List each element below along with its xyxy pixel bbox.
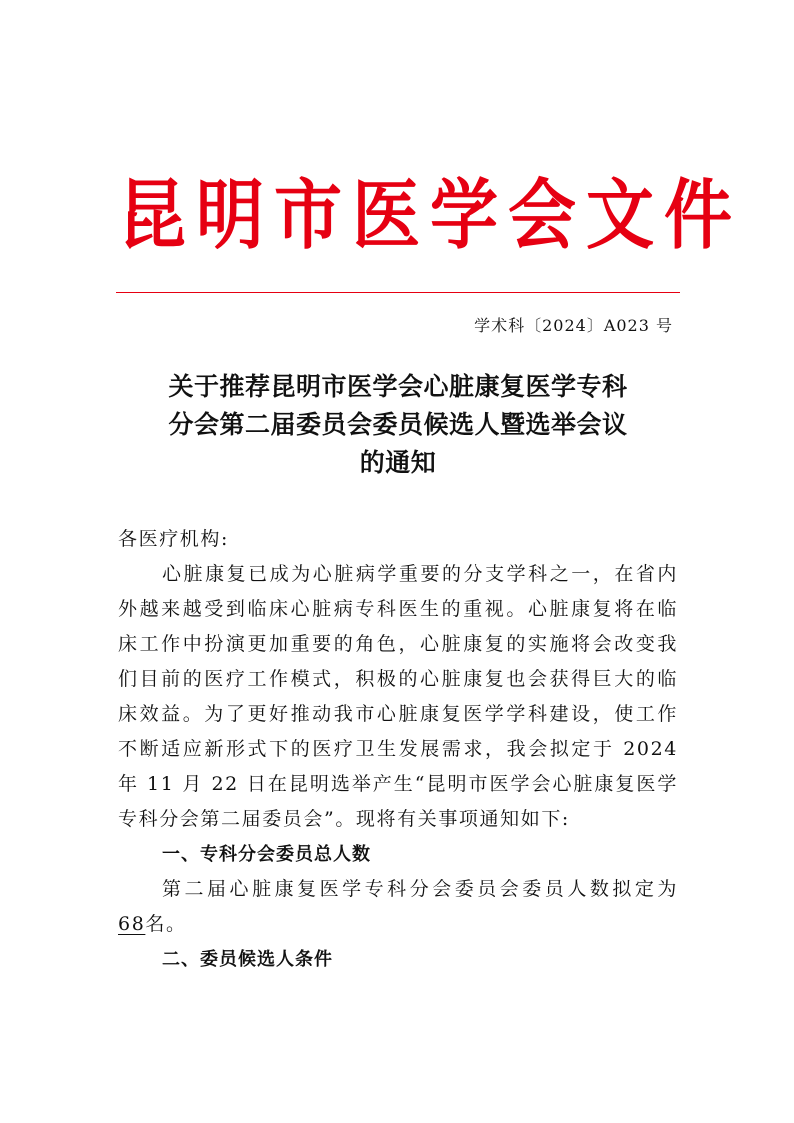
paragraph-line: 们目前的医疗工作模式，积极的心脏康复也会获得巨大的临 [118,668,678,690]
paragraph-line: 床效益。为了更好推动我市心脏康复医学学科建设，使工作 [118,703,678,725]
notice-body [118,522,678,977]
salutation: 各医疗机构: [118,528,230,550]
paragraph-line: 不断适应新形式下的医疗卫生发展需求，我会拟定于 2024 [118,738,678,760]
title-line: 关于推荐昆明市医学会心脏康复医学专科 [168,372,628,401]
paragraph-line: 外越来越受到临床心脏病专科医生的重视。心脏康复将在临 [118,598,678,620]
notice-title [118,368,678,482]
committee-count: 68 [118,913,146,935]
section-heading-1: 一、专科分会委员总人数 [162,844,371,865]
count-suffix: 名。 [145,913,187,935]
masthead-title: 昆明市医学会文件 [118,172,743,261]
title-line: 分会第二届委员会委员候选人暨选举会议 [168,410,628,439]
title-line: 的通知 [359,448,437,477]
red-divider-line [116,292,680,293]
committee-count-line [118,907,678,942]
paragraph-line: 年 11 月 22 日在昆明选举产生“昆明市医学会心脏康复医学 [118,773,678,795]
paragraph-line: 心脏康复已成为心脏病学重要的分支学科之一，在省内 [162,563,678,585]
paragraph-line: 床工作中扮演更加重要的角色，心脏康复的实施将会改变我 [118,633,678,655]
section-heading-2: 二、委员候选人条件 [162,949,333,970]
paragraph-line: 专科分会第二届委员会”。现将有关事项通知如下: [118,808,570,830]
paragraph-line: 第二届心脏康复医学专科分会委员会委员人数拟定为 [162,878,678,900]
document-number: 学术科〔2024〕A023 号 [474,316,673,335]
